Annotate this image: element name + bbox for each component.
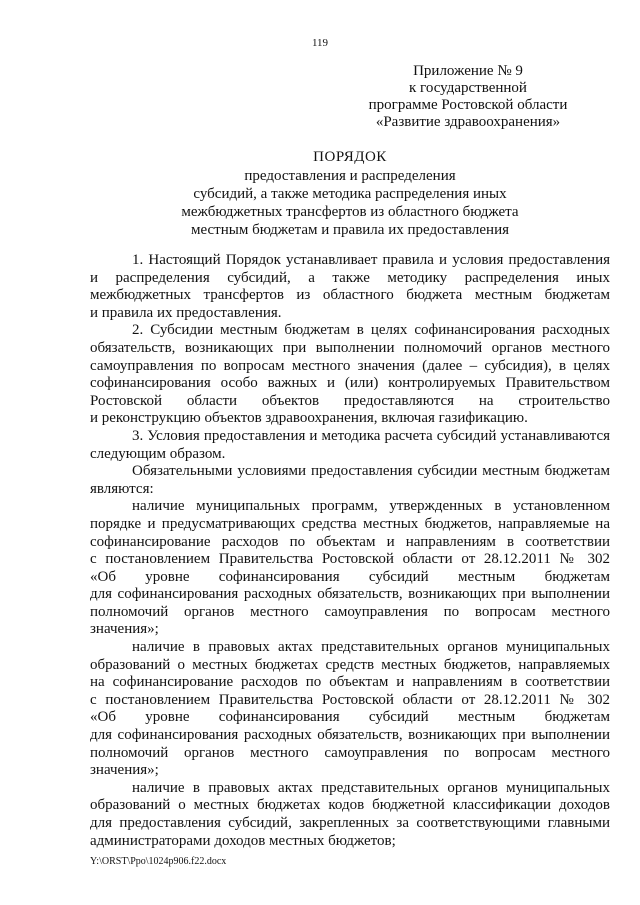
body-line: наличие муниципальных программ, утвержденных в установленном xyxy=(132,498,610,515)
body-line: следующим образом. xyxy=(90,445,226,462)
body-line: и распределения субсидий, а также методику распределения иных xyxy=(90,269,610,286)
body-line: для софинансирования расходных обязательств, возникающих при выполнении xyxy=(90,727,610,744)
body-line: администраторами доходов местных бюджетов; xyxy=(90,832,396,849)
body-line: «Об уровне софинансирования субсидий местным бюджетам xyxy=(90,568,610,585)
file-path-footer: Y:\ORST\Ppo\1024p906.f22.docx xyxy=(90,856,227,867)
body-line: значения»; xyxy=(90,621,159,638)
body-line: образований о местных бюджетах кодов бюджетной классификации доходов xyxy=(90,797,610,814)
body-line: на софинансирование расходов по объектам и направлениям в соответствии xyxy=(90,674,610,691)
body-line: образований о местных бюджетах средств местных бюджетов, направляемых xyxy=(90,656,610,673)
body-line: Ростовской области объектов предоставляются на строительство xyxy=(90,392,610,409)
body-line: для софинансирования расходных обязательств, возникающих при выполнении xyxy=(90,586,610,603)
body-line: с постановлением Правительства Ростовской области от 28.12.2011 № 302 xyxy=(90,691,610,708)
appendix-line: к государственной xyxy=(409,80,527,96)
subtitle-line: межбюджетных трансфертов из областного бюджета xyxy=(181,204,519,220)
body-line: межбюджетных трансфертов из областного бюджета местным бюджетам xyxy=(90,287,610,304)
subtitle-line: субсидий, а также методика распределения иных xyxy=(193,186,507,202)
subtitle-line: предоставления и распределения xyxy=(244,168,456,184)
body-line: 1. Настоящий Порядок устанавливает правила и условия предоставления xyxy=(132,252,610,268)
body-line: 3. Условия предоставления и методика расчета субсидий устанавливаются xyxy=(132,427,610,444)
body-line: значения»; xyxy=(90,762,159,779)
body-line: софинансирования особо важных и (или) контролируемых Правительством xyxy=(90,375,610,392)
body-line: 2. Субсидии местным бюджетам в целях софинансирования расходных xyxy=(132,322,610,339)
body-line: обязательств, возникающих при выполнении полномочий органов местного xyxy=(90,339,610,356)
appendix-line: «Развитие здравоохранения» xyxy=(375,114,561,130)
body-line: порядке и предусматривающих средства местных бюджетов, направляемые на xyxy=(90,515,610,532)
body-line: для предоставления субсидий, закрепленных за соответствующими главными xyxy=(90,815,610,831)
document-subtitle xyxy=(0,167,640,239)
document-title: ПОРЯДОК xyxy=(313,149,387,165)
subtitle-line: местным бюджетам и правила их предоставления xyxy=(190,222,510,238)
body-line: «Об уровне софинансирования субсидий местным бюджетам xyxy=(90,709,610,726)
body-line: полномочий органов местного самоуправления по вопросам местного xyxy=(90,603,610,620)
appendix-line: программе Ростовской области xyxy=(368,97,568,113)
body-line: являются: xyxy=(90,480,154,497)
body-line: софинансирование расходов по объектам и направлениям в соответствии xyxy=(90,533,610,550)
appendix-header xyxy=(338,63,598,131)
document-body xyxy=(90,252,610,850)
body-line: и правила их предоставления. xyxy=(90,304,282,321)
body-line: самоуправления по вопросам местного значения (далее – субсидия), в целях xyxy=(90,357,610,374)
body-line: и реконструкцию объектов здравоохранения, включая газификацию. xyxy=(90,410,528,427)
body-line: наличие в правовых актах представительных органов муниципальных xyxy=(132,779,610,796)
body-line: полномочий органов местного самоуправления по вопросам местного xyxy=(90,744,610,761)
page-number: 119 xyxy=(311,37,329,49)
appendix-line: Приложение № 9 xyxy=(413,63,523,79)
body-line: наличие в правовых актах представительных органов муниципальных xyxy=(132,639,610,656)
body-line: с постановлением Правительства Ростовской области от 28.12.2011 № 302 xyxy=(90,551,610,568)
body-line: Обязательными условиями предоставления субсидии местным бюджетам xyxy=(132,463,610,480)
